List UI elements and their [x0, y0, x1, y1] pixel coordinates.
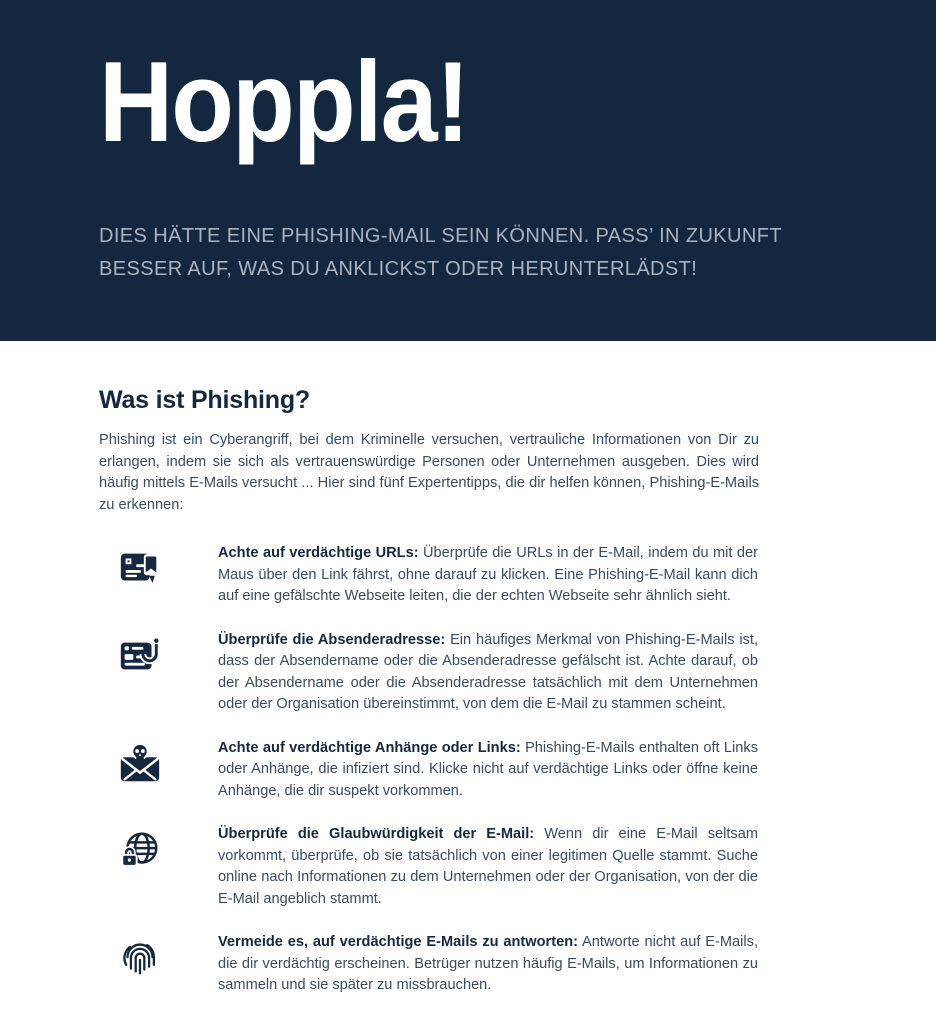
mail-skull-icon	[99, 738, 218, 787]
tip-row-suspicious-urls	[99, 543, 936, 608]
tip-body: Wenn dir eine E-Mail seltsam vorkommt, überprüfe, ob sie tatsächlich von einer legitimen Quelle stammt. Suche online nach Informationen zu dem Unternehmen oder der Organisation, von der die E-Mail angeblich stammt.	[218, 826, 758, 907]
hero-subtitle-line-2: BESSER AUF, WAS DU ANKLICKST ODER HERUNTERLÄDST!	[99, 258, 698, 280]
tip-row-sender-address	[99, 630, 936, 716]
fingerprint-icon	[99, 932, 218, 981]
tip-body: Ein häufiges Merkmal von Phishing-E-Mails ist, dass der Absendername oder die Absenderadresse gefälscht ist. Achte darauf, ob der Absendername oder die Absenderadresse tatsächlich mit dem Unternehmen oder der Organisation übereinstimmt, von dem die E-Mail zu stammen scheint.	[218, 631, 758, 712]
section-heading: Was ist Phishing?	[99, 386, 310, 414]
tip-row-avoid-replying	[99, 932, 936, 997]
tip-text	[218, 738, 758, 803]
webpage-cursor-icon	[99, 543, 218, 592]
section-intro: Phishing ist ein Cyberangriff, bei dem Kriminelle versuchen, vertrauliche Informationen von Dir zu erlangen, indem sie sich als vertrauenswürdige Personen oder Unternehmen ausgeben. Dies wird häufig mittels E-Mails versucht ... Hier sind fünf Expertentipps, die dir helfen können, Phishing-E-Mails zu erkennen:	[99, 432, 759, 513]
tip-title: Überprüfe die Absenderadresse:	[218, 631, 446, 648]
page-title: Hoppla!	[99, 39, 469, 166]
tip-title: Vermeide es, auf verdächtige E-Mails zu antworten:	[218, 934, 578, 950]
tip-title: Überprüfe die Glaubwürdigkeit der E-Mail:	[218, 826, 535, 842]
tips-list	[99, 543, 936, 997]
tip-body: Antworte nicht auf E-Mails, die dir verdächtig erscheinen. Betrüger nutzen häufig E-Mails, um Informationen zu sammeln und sie später zu missbrauchen.	[218, 934, 759, 993]
tip-body: Überprüfe die URLs in der E-Mail, indem du mit der Maus über den Link fährst, ohne darauf zu klicken. Eine Phishing-E-Mail kann dich auf eine gefälschte Webseite leiten, die der echten Webseite sehr ähnlich sieht.	[218, 545, 758, 604]
tip-body: Phishing-E-Mails enthalten oft Links oder Anhänge, die infiziert sind. Klicke nicht auf verdächtige Links oder öffne keine Anhänge, die dir suspekt vorkommen.	[218, 739, 758, 799]
hero-subtitle-line-1: DIES HÄTTE EINE PHISHING-MAIL SEIN KÖNNEN. PASS’ IN ZUKUNFT	[99, 225, 782, 247]
tip-title: Achte auf verdächtige Anhänge oder Links:	[218, 739, 521, 756]
tip-text	[218, 543, 758, 608]
tip-text	[218, 824, 758, 910]
tip-text	[218, 630, 758, 716]
tip-row-credibility	[99, 824, 936, 910]
content-area	[0, 385, 936, 997]
globe-lock-icon	[99, 824, 218, 873]
tip-text	[218, 932, 758, 997]
hero-subtitle	[99, 220, 876, 286]
hero-banner	[0, 0, 936, 341]
browser-hook-icon	[99, 630, 218, 679]
tip-title: Achte auf verdächtige URLs:	[218, 545, 419, 561]
tip-row-attachments-links	[99, 738, 936, 803]
